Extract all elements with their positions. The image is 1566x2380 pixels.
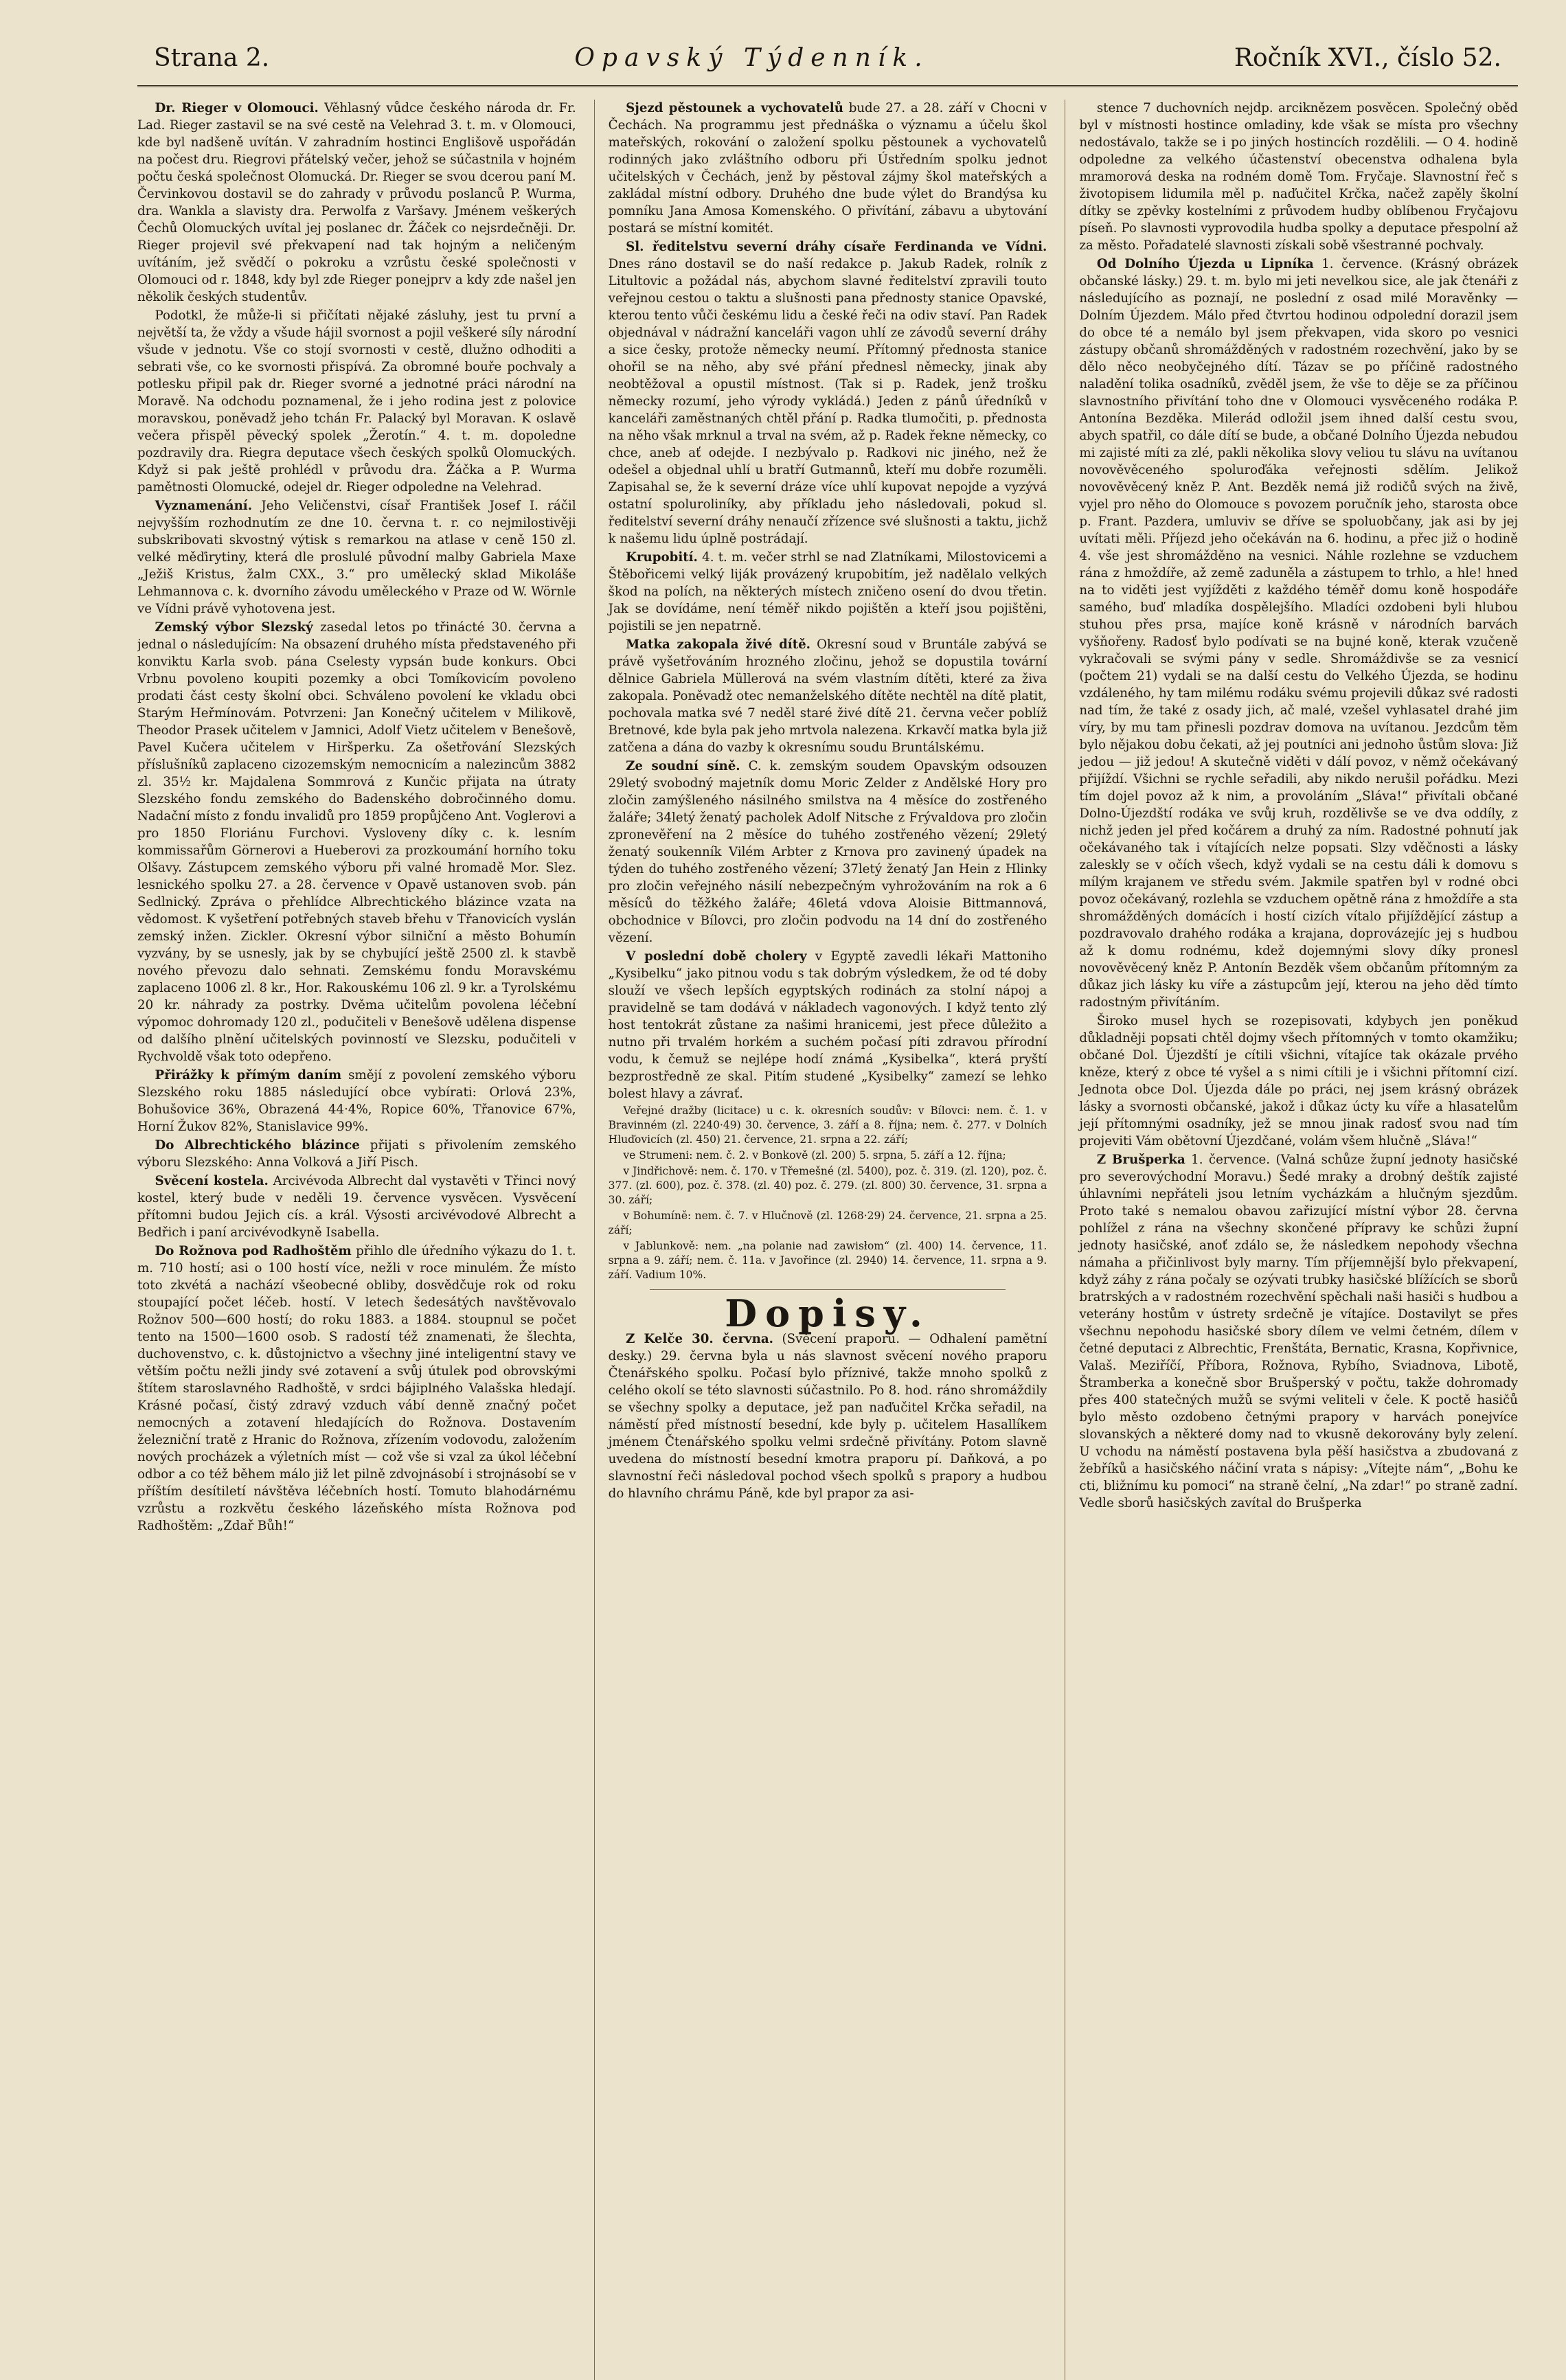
- article-paragraph: [137, 1067, 576, 1135]
- article-text: bude 27. a 28. září v Chocni v Čechách. Na programmu jest přednáška o významu a účelu škol mateřských, rokování o založení spolku pěstounek a vychovatelů rodinných jako zvláštního odboru při Ústředním spolku jednot učitelských v Čechách, jenž by pěstoval zájmy škol mateřských a zakládal místní odbory. Druhého dne bude výlet do Brandýsa ku pomníku Jana Amosa Komenského. O přivítání, zábavu a ubytování postará se místní komitét.: [608, 101, 1047, 236]
- auction-notice: v Jablunkově: nem. „na polanie nad zawisłom“ (zl. 400) 14. července, 11. srpna a 9. září; nem. č. 11a. v Javořince (zl. 2940) 14. července, 11. srpna a 9. září. Vadium 10%.: [608, 1240, 1047, 1281]
- article-heading: Svěcení kostela.: [155, 1174, 269, 1188]
- article-text: (Svěcení praporu. — Odhalení pamětní desky.) 29. června byla u nás slavnost svěcení nového praporu Čtenářského spolku. Počasí bylo příznivé, takže mnoho spolků z celého okolí se této slavnosti súčastnilo. Po 8. hod. ráno shromáždily se všechny spolky a deputace, jež pan naďučitel Krčka seřadil, na náměstí před místností besední, kde byly p. učitelem Hasallíkem jménem Čtenářského spolku velmi srdečně přivítány. Potom slavně uvedena do místností besední kmotra praporu pí. Daňková, a po slavnostní řeči následoval pochod všech spolků s prapory a hudbou do hlavního chrámu Páně, kde byl prapor za asi-: [608, 1332, 1047, 1501]
- column-1: [137, 100, 576, 2380]
- article-text: Široko musel hych se rozepisovati, kdybych jen poněkud důkladněji popsati chtěl dojmy všech přítomných v tomto okamžiku; občané Dol. Újezdští je cítili všichni, vítajíce tak okázale prvého kněze, který z obce té vyšel a s nimi cítili je i všichni přítomní cizí. Jednota obce Dol. Újezda dále po práci, nej jsem krásný obrázek lásky a svornosti občanské, jakož i důkaz úcty ku víře a hlasatelům její přítomnými osadníky, jež se mnou jinak radosť svou nad tím projeviti Vám obětovní Újezdčané, volám všem hlučně „Sláva!“: [1079, 1014, 1519, 1148]
- article-heading: Ze soudní síně.: [626, 759, 740, 773]
- article-text: v Egyptě zavedli lékaři Mattoniho „Kysibelku“ jako pitnou vodu s tak dobrým výsledkem, že od té doby slouží ve všech lepších egyptských rodinách za stolní nápoj a pravidelně se tam dodává v nákladech vagonových. I když tento zlý host tentokrát zůstane za našimi hranicemi, jest přece důležito a nutno při trvalém horkém a suchém počasí píti zdravou přírodní vodu, k čemuž se nejlépe hodí známá „Kysibelka“, která pryští bezprostředně ze skal. Pitím studené „Kysibelky“ zamezí se lehko bolest hlavy a závrať.: [608, 949, 1047, 1101]
- column-2: [594, 100, 1047, 2380]
- article-heading: Od Dolního Újezda u Lipníka: [1096, 257, 1314, 271]
- article-paragraph: [1079, 100, 1518, 254]
- article-heading: Do Albrechtického blázince: [155, 1138, 360, 1153]
- page-number: Strana 2.: [154, 44, 270, 72]
- article-heading: Vyznamenání.: [155, 499, 253, 513]
- article-paragraph: [137, 1137, 576, 1171]
- article-heading: Z Kelče 30. června.: [626, 1332, 773, 1346]
- article-text: smějí z povolení zemského výboru Slezského roku 1885 následující obce vybírati: Orlová 23%, Bohušovice 36%, Obrazená 44·4%, Ropice 60%, Třanovice 67%, Horní Žukov 82%, Stanislavice 99%.: [137, 1068, 576, 1134]
- auction-notice: Veřejné dražby (licitace) u c. k. okresních soudův: v Bílovci: nem. č. 1. v Bravinném (zl. 2240·49) 30. července, 3. září a 8. října; nem. č. 277. v Dolních Hluďovicích (zl. 450) 21. července, 21. srpna a 22. září;: [608, 1104, 1047, 1146]
- article-text: Věhlasný vůdce českého národa dr. Fr. Lad. Rieger zastavil se na své cestě na Velehrad 3. t. m. v Olomouci, kde byl nadšeně uvítán. V zahradním hostinci Englišově uspořádán na počest dru. Riegrovi přátelský večer, jehož se súčastnila v hojném počtu česká společnost Olomucká. Dr. Rieger se svou dcerou paní M. Červinkovou dostavil se do zahrady v průvodu poslanců P. Wurma, dra. Wankla a slavisty dra. Perwolfa z Varšavy. Jménem veškerých Čechů Olomuckých uvítal jej poslanec dr. Žáček co nejsrdečněji. Dr. Rieger projevil své překvapení nad tak hojným a neličeným uvítáním, jež svědčí o pokroku a vzrůstu české společnosti v Olomouci od r. 1848, kdy byl zde Rieger ponejprv a kdy zde našel jen několik českých studentův.: [137, 101, 576, 304]
- newspaper-title: Opavský Týdenník.: [574, 44, 929, 72]
- article-heading: Dr. Rieger v Olomouci.: [155, 101, 319, 115]
- column-3: [1065, 100, 1518, 2380]
- article-paragraph: [1079, 1012, 1518, 1150]
- auction-notice: v Jindřichově: nem. č. 170. v Třemešné (zl. 5400), poz. č. 319. (zl. 120), poz. č. 377. (zl. 600), poz. č. 378. (zl. 40) poz. č. 279. (zl. 800) 30. července, 31. srpna a 30. září;: [608, 1165, 1047, 1206]
- article-heading: V poslední době cholery: [626, 949, 807, 964]
- article-paragraph: [609, 549, 1047, 635]
- article-text: C. k. zemským soudem Opavským odsouzen 29letý svobodný majetník domu Moric Zelder z Andělské Hory pro zločin zamýšleného násilného smilstva na 4 měsíce do zostřeného žaláře; 34letý ženatý pacholek Adolf Nitsche z Frývaldova pro zločin zpronevěření na 2 měsíce do tuhého zostřeného vězení; 29letý ženatý soukenník Vilém Arbter z Krnova pro zavinený úpadek na týden do tuhého zostřeného vězení; 37letý ženatý Jan Hein z Hlinky pro zločin veřejného násilí nebezpečným vyhrožováním na rok a 6 měsíců do těžkého žaláře; 46letá vdova Aloisie Bittmannová, obchodnice v Bílovci, pro zločin podvodu na 14 dní do zostřeného vězení.: [608, 759, 1047, 945]
- article-heading: Zemský výbor Slezský: [155, 620, 313, 635]
- article-heading: Z Brušperka: [1096, 1153, 1185, 1167]
- auction-notice: ve Strumeni: nem. č. 2. v Bonkově (zl. 200) 5. srpna, 5. září a 12. října;: [623, 1149, 1006, 1161]
- article-heading: Sl. ředitelstvu severní dráhy císaře Ferdinanda ve Vídni.: [626, 240, 1047, 254]
- article-text: Podotkl, že může-li si přičítati nějaké zásluhy, jest tu první a největší ta, že vždy a všude hájil svornost a pojil veškeré síly národní všude v jednotu. Vše co stojí svornosti v cestě, dlužno odhoditi a sebrati vše, co ke svornosti přispívá. Za obromné bouře pochvaly a potlesku připil pak dr. Rieger svorné a jednotné práci národní na Moravě. Na odchodu poznamenal, že i jeho rodina jest z polovice moravskou, poněvadž jeho tchán Fr. Palacký byl Moravan. K oslavě večera přispěl pěvecký spolek „Žerotín.“ 4. t. m. dopoledne pozdravily dra. Riegra deputace všech českých spolků Olomuckých. Když si pak ještě prohlédl v průvodu dra. Žáčka a P. Wurma pamětnosti Olomucké, odejel dr. Rieger odpoledne na Velehrad.: [137, 308, 576, 495]
- article-text: stence 7 duchovních nejdp. arciknězem posvěcen. Společný oběd byl v místnosti hostince omladiny, kde však se místa pro všechny nedostávalo, takže se i po jiných hostincích rozdělili. — O 4. hodině odpoledne za velkého účastenství obecenstva odhalena byla mramorová deska na rodném domě Tom. Fryčaje. Slavnostní řeč s životopisem lidumila měl p. naďučitel Krčka, načež zapěly školní dítky se zpěvky kostelními z průvodem hudby oblíbenou Fryčajovu píseň. Po slavnosti vyprovodila hudba spolky a deputace přespolní až za město. Pořadatelé slavnosti získali sobě všestranné pochvaly.: [1079, 101, 1519, 253]
- article-text: Dnes ráno dostavil se do naší redakce p. Jakub Radek, rolník z Litultovic a požádal nás, abychom slavné ředitelství zpravili touto veřejnou cestou o taktu a slušnosti pana přednosty stanice Opavské, kterou tento vůči českému lidu a české řeči na odiv staví. Pan Radek objednával v nádražní kanceláři vagon uhlí ze závodů severní dráhy a sice česky, protože německy neumí. Přítomný přednosta stanice ohořil se na něho, aby své přání přednesl německy, jinak aby neobtěžoval a opustil místnost. (Tak si p. Radek, jenž trošku německy rozumí, jeho výrody vykládá.) Jeden z pánů úředníků v kanceláři zaměstnaných chtěl přání p. Radka tlumočiti, p. přednosta na něho však mrknul a trval na svém, až p. Radek řekne německy, co chce, aneb ať odejde. I nezbývalo p. Radkovi nic jiného, než že odešel a objednal uhlí u bratří Gutmannů, kteří mu dobře rozuměli. Zapisahal se, že k severní dráze více uhlí kupovat nepojde a vyzývá ostatní spoluroliníky, aby příkladu jeho následovali, pokud sl. ředitelství severní dráhy nenaučí zřízence své slušnosti a taktu, jichž k našemu lidu úplně postrádají.: [608, 257, 1047, 546]
- section-title-dopisy: Dopisy.: [725, 1291, 931, 1335]
- article-paragraph: [609, 758, 1047, 947]
- article-text: přihlo dle úředního výkazu do 1. t. m. 710 hostí; asi o 100 hostí více, nežli v roce minulém. Že místo toto zkvétá a nachází všeobecné obliby, dosvědčuje rok od roku stoupající počet léčeb. hostí. V letech šedesátých navštěvovalo Rožnov 500—600 hostí; do roku 1883. a 1884. stoupnul se počet tento na 1500—1600 osob. S radostí též znamenati, že šlechta, duchovenstvo, c. k. důstojnictvo a všechny jiné inteligentní stavy ve větším počtu nežli jindy své zotavení a svůj útulek pod obrovskými štítem staroslavného Radhoště, v srdci bájiplného Valašska hledají. Krásné počasí, čistý zdravý vzduch vábí denně značný počet nemocných a zotavení hledajících do Rožnova. Dostavením železniční tratě z Hranic do Rožnova, zřízením vodovodu, založením nových procházek a výletních míst — což vše si vzal za úkol léčební odbor a co též během málo již let pilně zdvojnásobí i strojnásobí se v příštím desítiletí návštěva léčebních hostí. Tomuto blahodárnému vzrůstu a rozkvětu českého lázeňského místa Rožnova pod Radhoštěm: „Zdař Bůh!“: [137, 1244, 576, 1533]
- auction-notices: [609, 1104, 1047, 1282]
- article-paragraph: [609, 636, 1047, 756]
- article-heading: Krupobití.: [626, 550, 698, 565]
- divider: [650, 1289, 1006, 1290]
- article-paragraph: [137, 100, 576, 306]
- article-paragraph: [137, 497, 576, 617]
- article-heading: Sjezd pěstounek a vychovatelů: [626, 101, 843, 115]
- article-paragraph: [137, 307, 576, 496]
- article-heading: Do Rožnova pod Radhoštěm: [155, 1244, 352, 1258]
- article-paragraph: [1079, 1151, 1518, 1512]
- page-header: [137, 44, 1518, 87]
- article-paragraph: [609, 100, 1047, 237]
- article-text: přijati s přivolením zemského výboru Slezského: Anna Volková a Jiří Pisch.: [137, 1138, 576, 1170]
- article-heading: Přirážky k přímým daním: [155, 1068, 342, 1083]
- article-text: Arcivévoda Albrecht dal vystavěti v Třinci nový kostel, který bude v neděli 19. července vysvěcen. Vysvěcení přítomni budou Jejich cís. a král. Výsosti arcivévodové Albrecht a Bedřich i paní arcivévodkyně Isabella.: [137, 1174, 576, 1240]
- auction-notice: v Bohumíně: nem. č. 7. v Hlučnově (zl. 1268·29) 24. července, 21. srpna a 25. září;: [608, 1210, 1047, 1236]
- article-paragraph: [137, 1172, 576, 1241]
- article-paragraph: [137, 1243, 576, 1534]
- article-paragraph: [1079, 256, 1518, 1011]
- article-text: 4. t. m. večer strhl se nad Zlatníkami, Milostovicemi a Štěbořicemi velký liják provázený krupobitím, jež nadělalo velkých škod na polích, na některých místech zničeno osení do dvou třetin. Jak se dovídáme, není téměř nikdo pojištěn a kteří jsou pojištěni, pojistili se jen nepatrně.: [608, 550, 1047, 633]
- article-text: 1. července. (Krásný obrázek občanské lásky.) 29. t. m. bylo mi jeti nevelkou sice, ale jak čtenáři z následujícího as poznají, ne poslední z osad milé Moravěnky — Dolním Újezdem. Málo před čtvrtou hodinou odpolední dorazil jsem do obce té a nemálo byl jsem překvapen, vida skoro po vesnici zástupy občanů shromážděných v radostném rozechvění, jako by se dělo něco neobyčejného dítí. Tázav se po příčině radostného naladění tolika osadníků, zvěděl jsem, že vše to děje se za příčinou slavnostního přivítání toho dne v Olomouci vysvěceného rodáka P. Antonína Bezděka. Milerád odložil jsem ihned další cestu svou, abych spatřil, co dále dítí se bude, a občané Dolního Újezda nebudou mi zajisté míti za zlé, pakli několika slovy veliou tu slávu na uvítanou novověvěceného spoluroďáka veřejnosti sdělím. Jelikož novověvěcený kněz P. Ant. Bezděk nemá již rodičů svých na živě, vyjel pro něho do Olomouce s povozem poručník jeho, starosta obce p. Frant. Pazdera, umluviv se dříve se spoluobčany, jak asi by jej uvítati měli. Příjezd jeho očekáván na 6. hodinu, a přec již o hodině 4. vše jest shromážděno na vesnici. Náhle rozlehne se vzduchem rána z hmoždíře, až země zaduněla a zástupem to trhlo, a hle! hned na to viděti jest vyjížděti z každého téměř domu koně hospodáře samého, buď mladíka dospělejšího. Mladíci ozdobeni byli hlubou stuhou přes prsa, majíce koně krásně v národních barvách vyšňořeny. Radosť bylo podívati se na bujné koně, kterak vzučeně vykračovali se svými pány v sedle. Shromáždivše se za vesnicí (počtem 21) vydali se na další cestu do Velkého Újezda, se hodinu vzdáleného, hy tam milému rodáku svému projevili důkaz své radosti nad tím, že také z osady jich, ač malé, vzešel vyhlasatel drahé jim víry, by mu tam přinesli pozdrav domova na uvítanou. Jezdcům těm bylo nějakou dobu čekati, až jej poutníci ani jednoho ůstům slova: Již jedou — již jedou! A skutečně viděti v dálí povoz, v němž očekávaný přijíždí. Všichni se rychle seřadili, aby nikdo nerušil pořádku. Mezi tím dojel povoz až k nim, a provoláním „Sláva!“ přivítali občané Dolno-Újezdští rodáka ve svůj kruh, rozdělivše se ve dva oddíly, z nichž jeden jel před kočárem a druhý za ním. Radostné pohnutí jak očekávaného tak i vítajících nelze popsati. Slzy vděčnosti a lásky zaleskly se v očích všech, když vydali se na cestu dáli k domovu s mílým krajanem ve středu svém. Jakmile spatřen byl v rodné obci povoz očekávaný, rozlehla se vzduchem opětně rána z hmoždíře a sta shromážděných domácích i hostí cizích vítalo přijíždějící zástup a pozdravovalo drahého rodáka a krajana, doprovázejíc jej s hudbou až k domu rodnému, kdež dojemnými slovy díky pronesl novověvěcený kněz P. Antonín Bezděk všem občanům přítomným za důkaz jich lásky ku víře a zástupcům její, kterou na jeho děd tímto radostným přivítáním.: [1079, 257, 1519, 1010]
- article-paragraph: [137, 619, 576, 1065]
- article-paragraph: [609, 238, 1047, 547]
- article-text: Jeho Veličenstvi, císař František Josef I. ráčil nejvyšším rozhodnutím ze dne 10. června t. r. co nejmilostivěji subskribovati skvostný výtisk s remarkou na atlase v ceně 150 zl. velké měďirytiny, která dle proslulé původní malby Gabriela Maxe „Ježiš Kristus, žalm CXX., 3.“ pro umělecký sklad Mikoláše Lehmannova c. k. dvorního závodu uměleckého v Praze od W. Wörnle ve Vídni právě vyhotovena jest.: [137, 499, 576, 616]
- article-heading: Matka zakopala živé dítě.: [626, 637, 811, 652]
- article-paragraph: [609, 948, 1047, 1102]
- article-text: Okresní soud v Bruntále zabývá se právě vyšetřováním hrozného zločinu, jehož se dopustila tovární dělnice Gabriela Müllerová na svém vlastním dítěti, které za živa zakopala. Poněvadž otec nemanželského dítěte nechtěl na dítě platit, pochovala matka své 7 neděl staré živé dítě 21. června večer poblíž Bretnové, kde byla pak jeho mrtvola nalezena. Krkavčí matka byla již zatčena a dána do vazby k okresnímu soudu Bruntálskému.: [608, 637, 1047, 755]
- article-text: 1. července. (Valná schůze župní jednoty hasičské pro severovýchodní Moravu.) Šedé mraky a drobný deštík zajisté úhlavními nepřáteli jsou letním vycházkám a hlučným sjezdům. Proto také s nemalou obavou zařizující místní výbor 28. června pohlížel z rána na všechny skončené přípravy ke schůzi župní jednoty hasičské, anoť zdálo se, že následkem nepohody všechna námaha a přičinlivost byly marny. Tím příjemnější bylo překvapení, když záhy z rána počaly se ozývati trubky hasičské blížících se sborů bratrských a v radostném rozechvění spěchali naši hasiči s hudbou a veterány hostům v ústrety srdečně je vítajíce. Dostavilyt se přes všechnu nepohodu hasičské sbory dílem ve velmi četném, dílem v četné deputaci z Albrechtic, Frenštáta, Bernatic, Krasna, Kopřivnice, Valaš. Meziříčí, Příbora, Rožnova, Rybího, Sviadnova, Libotě, Štramberka a konečně sbor Brušperský v počtu, takže dohromady přes 400 statečných mužů se svými veliteli v čele. K poctě hasičů bylo město ozdobeno četnými prapory v harvách ponejvíce slovanských a některé domy nad to vkusně dekorovány byly zelení. U vchodu na náměstí postavena byla pěší hasičstva a zbudovaná z žebříků a hasičského náčiní vrata s nápisy: „Vítejte nám“, „Bohu ke cti, bližnímu ku pomoci“ na straně čelní, „Na zdar!“ po straně zadní. Vedle sborů hasičských zavítal do Brušperka: [1079, 1153, 1519, 1510]
- issue-info: Ročník XVI., číslo 52.: [1234, 44, 1501, 72]
- article-paragraph: [609, 1330, 1047, 1502]
- article-text: zasedal letos po třinácté 30. června a jednal o následujícím: Na obsazení druhého místa představeného při konviktu Karla svob. pána Cselesty vypsán bude konkurs. Obci Vrbnu povoleno koupiti pozemky a obci Tomíkovicím povoleno prodati část cesty školní obci. Schváleno povolení ke vkladu obci Starým Heřmínovám. Potvrzeni: Jan Konečný učitelem v Milikově, Theodor Prasek učitelem v Jamnici, Adolf Vietz učitelem v Benešově, Pavel Kučera učitelem v Hiršperku. Za ošetřování Slezských příslušníků zaplaceno cizozemským nemocnicím a nalezincům 3882 zl. 35½ kr. Majdalena Sommrová z Kunčic přijata na útraty Slezského fondu zemského do Badenského dobročinného domu. Nadační místo z fondu invalidů pro 1859 propůjčeno Ant. Voglerovi a pro 1850 Floriánu Furchovi. Vysloveny díky c. k. lesním kommissařům Görnerovi a Hueberovi za prozkoumání horního toku Olšavy. Zástupcem zemského výboru při valné hromadě Mor. Slez. lesnického spolku 27. a 28. července v Opavě ustanoven svob. pán Sedlnický. Zpráva o přehlídce Albrechtického blázince vzata na vědomost. K vyšetření potřebných staveb břehu v Třanovicích vyslán zemský inžen. Zickler. Okresní výbor silniční a město Bohumín vyzvány, by se usnesly, jak by se chybující ještě 2500 zl. k stavbě nového převozu dalo sehnati. Zemskému fondu Moravskému zaplaceno 1006 zl. 8 kr., Hor. Rakouskému 106 zl. 9 kr. a Tyrolskému 20 kr. náhrady za postrky. Dvěma učitelům povolena léčební výpomoc dohromady 120 zl., podučiteli v Benešově udělena dispense od dalšího plnění učitelských povinností ve Slezsku, podučiteli v Rychvoldě však toto odepřeno.: [137, 620, 576, 1064]
